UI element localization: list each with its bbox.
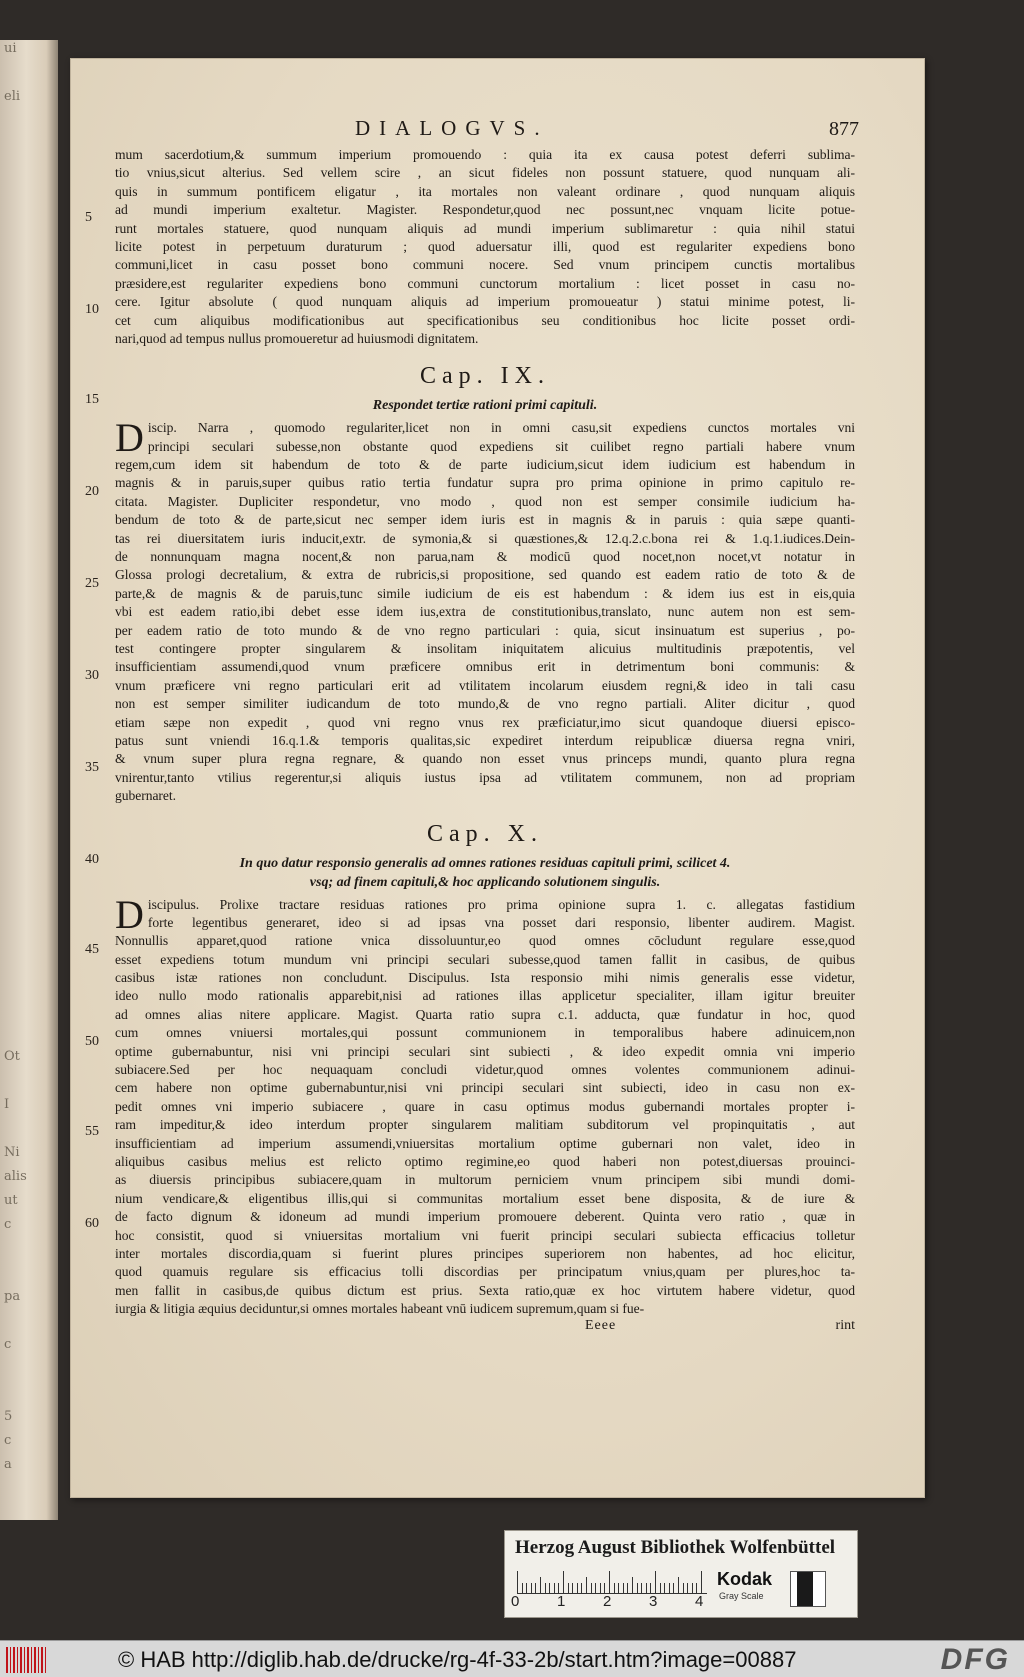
- text-line: forte legentibus generaret, ideo si ad ipsas vna posset dari responsio, libenter audirem. Magist.: [147, 914, 855, 930]
- library-name: Herzog August Bibliothek Wolfenbüttel: [515, 1537, 836, 1558]
- page-content: [85, 116, 859, 1338]
- ruler-tick: [568, 1583, 569, 1593]
- facing-page-fragment: pa: [4, 1289, 21, 1304]
- text-line: optime gubernabuntur, nisi vni principi seculari sint subiecti , & ideo expedit omnia vni imperio: [115, 1043, 855, 1059]
- chapter-10-subtitle-line: vsq; ad finem capituli,& hoc applicando solutionem singulis.: [309, 874, 661, 890]
- ruler-tick: [517, 1571, 518, 1593]
- ruler-tick: [591, 1583, 592, 1593]
- facing-page-fragment: c: [4, 1217, 12, 1232]
- margin-line-number: 50: [85, 1034, 99, 1049]
- text-line: cum omnes vniuersi mortales,qui possunt communionem in temporalibus habere adinuicem,non: [115, 1025, 855, 1041]
- ruler-tick: [535, 1583, 536, 1593]
- ruler-tick: [641, 1583, 642, 1593]
- text-line: iurgia & litigia æquius deciduntur,si omnes mortales habeant vnū iudicem supremum,quam si fue-: [115, 1301, 645, 1317]
- footer-bar: [0, 1640, 1024, 1677]
- text-line: non est semper similiter iudicandum de toto mundo,& de vno regno partiali. Aliter dicitur , quod: [115, 696, 855, 712]
- margin-line-number: 45: [85, 942, 99, 957]
- text-line: parte,& de magnis & de paruis,tunc simile iudicium de eis est habendum : & idem ius est in eis,quia: [115, 585, 855, 601]
- text-line: gubernaret.: [115, 788, 176, 804]
- ruler-tick: [572, 1583, 573, 1593]
- text-line: principi seculari subesse,non obstante quod expediens sit cuilibet regno partiali habere vnum: [147, 438, 855, 454]
- text-line: cere. Igitur absolute ( quod nunquam aliquis ad imperium promoueatur ) statui minime potest, li-: [115, 294, 855, 310]
- facing-page-fragment: c: [4, 1433, 12, 1448]
- scale-ruler: [517, 1567, 707, 1594]
- text-line: runt mortales statuere, quod nunquam aliquis ad mundi imperium sublimaretur : quia nihil statui: [115, 220, 855, 236]
- chapter-10-subtitle-line: In quo datur responsio generalis ad omnes rationes residuas capituli primi, scilicet 4.: [239, 855, 731, 871]
- text-line: de facto dignum & idoneum ad mundi imperium promouere deberent. Quinta vero ratio , quæ in: [115, 1209, 855, 1225]
- facing-page-fragment: ut: [4, 1193, 18, 1208]
- chapter-10-title: Cap. X.: [427, 820, 543, 847]
- text-line: Nonnullis apparet,quod ratione vnica dissoluuntur,eo quod omnes cōcludunt regulare esse,quod: [115, 933, 855, 949]
- ruler-tick: [687, 1583, 688, 1593]
- ruler-tick: [595, 1583, 596, 1593]
- text-line: hoc consistit, quod si vniuersitas mortalium vni fuerit principi seculari subiecta efficacius tolletur: [115, 1227, 855, 1243]
- facing-page-fragment: alis: [4, 1169, 27, 1184]
- text-line: test contingere propter singularem & insolitam iniquitatem alicuius multitudinis præpotentis, vel: [115, 640, 855, 656]
- margin-line-number: 30: [85, 668, 99, 683]
- text-line: bendum de toto & de parte,sicut nec semper idem iuris est in magnis & in paruis : quia sæpe quanti-: [115, 512, 855, 528]
- text-line: nium vendicare,& eligentibus illis,qui si communitas mortalium esset bene disposita, & de iure &: [115, 1190, 855, 1206]
- text-line: tas rei diuersitatem iuris inducit,extr. de symonia,& si quæstiones,& 12.q.2.c.bona rei & 1.q.1.iudices.Dein-: [115, 530, 855, 546]
- drop-cap: D: [115, 891, 144, 937]
- chapter-9-title: Cap. IX.: [420, 363, 550, 390]
- ruler-tick: [600, 1583, 601, 1593]
- text-line: iscip. Narra , quomodo regulariter,licet non in omni casu,sit expediens cunctos mortales vni: [147, 420, 855, 436]
- chapter-9-text: [115, 415, 855, 805]
- text-line: vnirentur,tanto vtilius regerentur,si aliquis iustus ipsa ad vtilitatem communem, non ad propriam: [115, 769, 855, 785]
- gray-scale-patch: [790, 1571, 826, 1607]
- text-line: citata. Magister. Dupliciter respondetur, vno modo , quod non est semper consimile iudicium ha-: [115, 493, 855, 509]
- text-line: præsidere,est regulariter expediens bono communi cunctorum mortalium : licet posset in casu no-: [115, 275, 855, 291]
- text-line: & vnum super plura regna regnare, & quando non esset vnus princeps mundi, quanto plura regna: [115, 751, 855, 767]
- signature-mark: Eeee: [585, 1318, 617, 1334]
- chapter-10-subtitle: [115, 854, 855, 892]
- text-line: pedit omnes vni imperio subiacere , quare in casu optimus modus gubernandi mortales propter i-: [115, 1098, 855, 1114]
- ruler-number: 2: [603, 1593, 612, 1610]
- ruler-number: 1: [557, 1593, 566, 1610]
- margin-line-number: 10: [85, 302, 99, 317]
- text-line: per eadem ratio de toto mundo & de vno regno particulari : quia, sicut insinuatum est superius , po-: [115, 622, 855, 638]
- running-title: DIALOGVS.: [355, 116, 549, 140]
- text-line: vnum præficere vni regno particulari erit ad vtilitatem incolarum eiusdem regni,& ideo in tali casu: [115, 677, 855, 693]
- text-line: subiacere.Sed per hoc nequaquam concludi videtur,quod omnes volentes communionem adinui-: [115, 1062, 855, 1078]
- ruler-tick: [696, 1583, 697, 1593]
- facing-page-fragment: Ot: [4, 1049, 20, 1064]
- margin-line-number: 20: [85, 484, 99, 499]
- margin-line-number: 35: [85, 760, 99, 775]
- ruler-tick: [650, 1583, 651, 1593]
- text-line: communi,licet in casu posset bono communi nocere. Sed vnum principem cunctis mortalibus: [115, 257, 855, 273]
- text-line: patus sunt vniendi 16.q.1.& temporis qualitas,sic expediret interdum reipublicæ diuersa regna vniri,: [115, 732, 855, 748]
- ruler-tick: [531, 1583, 532, 1593]
- signature-line: [115, 1318, 855, 1338]
- ruler-number: 0: [511, 1593, 520, 1610]
- ruler-tick: [655, 1571, 656, 1593]
- text-line: ram impeditur,& ideo interdum propter singularem malitiam subditorum vel propinquitatis , aut: [115, 1117, 855, 1133]
- text-line: men fallit in casibus,de quibus dictum est prius. Sexta ratio,quæ ex hoc virtutem habere videtur, quod: [115, 1282, 855, 1298]
- ruler-tick: [683, 1583, 684, 1593]
- ruler-tick: [609, 1571, 610, 1593]
- facing-page-edge: [0, 40, 58, 1520]
- text-line: quod quamuis regulare sis efficacius tolli discordias per principatum vnius,quam per plures,hoc ta-: [115, 1264, 855, 1280]
- ruler-tick: [614, 1583, 615, 1593]
- ruler-tick: [586, 1577, 587, 1593]
- text-line: magnis & in paruis,super quibus ratio tertia fundatur supra pro prima opinione in primo capitulo re-: [115, 475, 855, 491]
- hab-logo-icon: [6, 1647, 48, 1673]
- margin-line-number: 5: [85, 210, 92, 225]
- ruler-tick: [604, 1583, 605, 1593]
- book-page: [70, 58, 925, 1498]
- text-line: iscipulus. Prolixe tractare residuas rationes pro prima opinione supra 1. c. allegatas fastidium: [147, 896, 855, 912]
- text-line: regem,cum idem sit habendum de toto & de parte iudicium,sicut idem iudicium est habendum in: [115, 457, 855, 473]
- facing-page-fragment: 5: [4, 1409, 13, 1424]
- text-line: insufficientiam ad imperium assumendi,vniuersitas mortalium optime gubernari non valet, ideo in: [115, 1135, 855, 1151]
- facing-page-fragment: ui: [4, 41, 17, 56]
- facing-page-fragment: Ni: [4, 1145, 20, 1160]
- ruler-tick: [545, 1583, 546, 1593]
- ruler-tick: [618, 1583, 619, 1593]
- ruler-tick: [549, 1583, 550, 1593]
- ruler-number: 3: [649, 1593, 658, 1610]
- ruler-tick: [669, 1583, 670, 1593]
- ruler-tick: [526, 1583, 527, 1593]
- margin-line-number: 55: [85, 1124, 99, 1139]
- text-line: de nonnunquam magna nocent,& non parua,nam & modicū quod nocet,non nocet,vt notatur in: [115, 549, 855, 565]
- text-line: ad mundi imperium exaltetur. Magister. Respondetur,quod nec possunt,nec vnquam licite potue-: [115, 202, 855, 218]
- text-line: insufficientiam assumendi,quod vnum præficere omnibus erit in detrimentum boni communis: &: [115, 659, 855, 675]
- ruler-tick: [540, 1577, 541, 1593]
- dfg-logo: DFG: [940, 1643, 1010, 1676]
- ruler-tick: [660, 1583, 661, 1593]
- margin-line-number: 15: [85, 392, 99, 407]
- ruler-tick: [563, 1571, 564, 1593]
- ruler-tick: [581, 1583, 582, 1593]
- text-line: inter mortales discordia,quam si fuerint plures principes superiorem non habentes, ad hoc elicitur,: [115, 1245, 855, 1261]
- ruler-tick: [637, 1583, 638, 1593]
- text-line: casibus istæ rationes non concludunt. Discipulus. Ista responsio mihi nimis generalis esse videtur,: [115, 970, 855, 986]
- ruler-tick: [692, 1583, 693, 1593]
- ruler-tick: [664, 1583, 665, 1593]
- text-line: ideo nullo modo rationalis apparebit,nisi ad rationes illas applicetur specialiter, illam igitur breuiter: [115, 988, 855, 1004]
- text-line: cem habere non optime gubernabuntur,nisi vni principi seculari sint subiecti, ideo in casu non ex-: [115, 1080, 855, 1096]
- facing-page-fragment: eli: [4, 89, 21, 104]
- text-line: licite potest in perpetuum duraturum ; quod aduersatur illi, quod est regulariter expediens bono: [115, 238, 855, 254]
- ruler-number: 4: [695, 1593, 704, 1610]
- margin-line-number: 40: [85, 852, 99, 867]
- ruler-tick: [623, 1583, 624, 1593]
- ruler-tick: [678, 1577, 679, 1593]
- facing-page-fragment: c: [4, 1337, 12, 1352]
- text-line: as diuersis principibus subiacere,quam in multorum perniciem vnum principem sibi mundi domi-: [115, 1172, 855, 1188]
- kodak-logo: Kodak: [717, 1569, 773, 1589]
- text-line: aliquibus casibus melius est relicto optimo regimine,eo quod haberi non potest,diuersas prouinci-: [115, 1153, 855, 1169]
- ruler-tick: [673, 1583, 674, 1593]
- facing-page-fragment: a: [4, 1457, 12, 1472]
- margin-line-number: 60: [85, 1216, 99, 1231]
- ruler-tick: [632, 1577, 633, 1593]
- text-line: tio vnius,sicut alterius. Sed vellem scire , an sicut fideles non possunt statuere, quod nunquam ali-: [115, 165, 855, 181]
- drop-cap: D: [115, 415, 144, 461]
- facing-page-fragment: I: [4, 1097, 10, 1112]
- text-line: etiam sæpe non expedit , quod vni regno vnus rex præficiatur,imo sicut quandoque diuersi episco-: [115, 714, 855, 730]
- text-line: quis in summum pontificem eligatur , ita mortales non valeant ordinare , quod nunquam aliquis: [115, 183, 855, 199]
- ruler-tick: [701, 1571, 702, 1593]
- text-line: cet cum aliquibus modificationibus aut specificationibus seu conditionibus hoc licite posset ordi-: [115, 312, 855, 328]
- catchword: rint: [835, 1318, 855, 1334]
- library-label: [504, 1530, 858, 1618]
- running-head: [115, 116, 859, 142]
- text-line: mum sacerdotium,& summum imperium promouendo : quia ita ex causa potest deferri sublima-: [115, 147, 855, 162]
- page-number: 877: [829, 118, 859, 140]
- text-line: ad omnes alias nitere applicare. Magist. Quarta ratio supra c.1. adducta, quæ fundatur in hoc, quod: [115, 1006, 855, 1022]
- ruler-tick: [522, 1583, 523, 1593]
- ruler-tick: [554, 1583, 555, 1593]
- ruler-tick: [627, 1583, 628, 1593]
- ruler-tick: [646, 1583, 647, 1593]
- chapter-10-text: [115, 891, 855, 1319]
- ruler-tick: [577, 1583, 578, 1593]
- text-line: esset expediens totum mundum vni principi seculari subesse,quod tamen fallit in casibus, de quibus: [115, 951, 855, 967]
- margin-line-number: 25: [85, 576, 99, 591]
- text-line: vbi est eadem ratio,ibi debet esse idem ius,extra de constitutionibus,translato, nunc autem non est sem-: [115, 604, 855, 620]
- source-credit: © HAB http://diglib.hab.de/drucke/rg-4f-33-2b/start.htm?image=00887: [118, 1647, 797, 1672]
- text-block-1: [115, 146, 855, 348]
- gray-scale-label: Gray Scale: [719, 1591, 764, 1601]
- ruler-tick: [558, 1583, 559, 1593]
- text-line: Glossa prologi decretalium, & extra de rubricis,si propositione, sed quando est eadem ratio de toto & de: [115, 567, 855, 583]
- chapter-9-subtitle: Respondet tertiæ rationi primi capituli.: [372, 398, 598, 414]
- text-line: nari,quod ad tempus nullus promoueretur ad huiusmodi dignitatem.: [115, 330, 479, 346]
